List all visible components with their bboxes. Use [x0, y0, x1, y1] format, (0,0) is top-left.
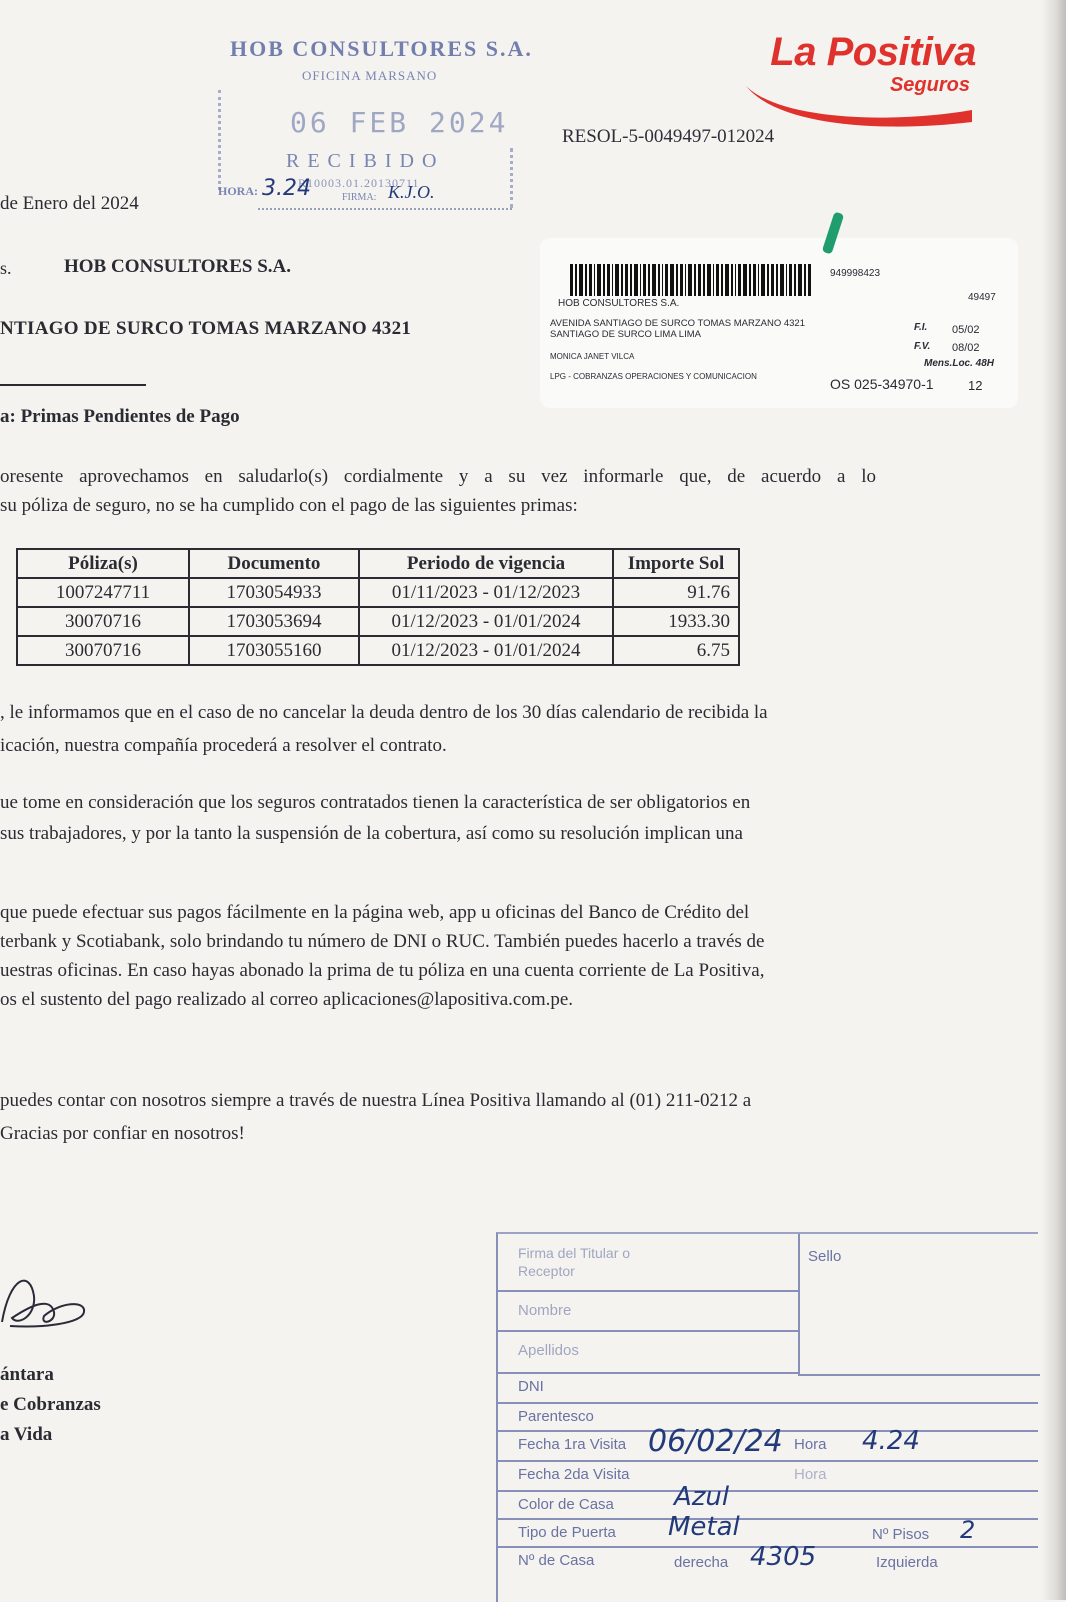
- table-cell: 30070716: [17, 636, 189, 665]
- table-cell: 91.76: [613, 578, 739, 607]
- form-fecha1-label: Fecha 1ra Visita: [518, 1436, 627, 1453]
- table-cell: 1703055160: [189, 636, 359, 665]
- form-color-value: Azul: [674, 1482, 730, 1512]
- stamp-dotted-line: [258, 208, 512, 210]
- paragraph-payment: [0, 898, 764, 1014]
- form-hora1-value: 4.24: [862, 1426, 920, 1456]
- signature-line-2: e Cobranzas: [0, 1394, 101, 1415]
- form-hora1-label: Hora: [794, 1436, 827, 1453]
- form-numcasa-label: Nº de Casa: [518, 1552, 595, 1569]
- letter-date: de Enero del 2024: [0, 193, 139, 214]
- form-pisos-value: 2: [960, 1516, 976, 1544]
- table-cell: 30070716: [17, 607, 189, 636]
- form-nombre-label: Nombre: [518, 1302, 572, 1319]
- table-row: [17, 607, 739, 636]
- paragraph-payment-line-4: os el sustento del pago realizado al correo aplicaciones@lapositiva.com.pe.: [0, 989, 574, 1010]
- paper-edge-shadow: [1042, 0, 1066, 1600]
- logo-name: La Positiva: [770, 30, 976, 74]
- form-dni-label: DNI: [518, 1378, 544, 1395]
- label-fi-value: 05/02: [952, 324, 980, 336]
- handwritten-signature: [0, 1266, 100, 1346]
- form-puerta-label: Tipo de Puerta: [518, 1524, 616, 1541]
- stamp-hora-handwritten: 3.24: [262, 176, 311, 201]
- form-apellidos-label: Apellidos: [518, 1342, 579, 1359]
- barcode-icon: [570, 264, 814, 296]
- table-header-importe: Importe Sol: [613, 549, 739, 578]
- form-hora2-label: Hora: [794, 1466, 827, 1483]
- paragraph-deadline-line-2: icación, nuestra compañía procederá a resolver el contrato.: [0, 735, 447, 756]
- label-os-label: OS: [830, 376, 851, 392]
- table-header-row: [17, 549, 739, 578]
- label-dept: LPG - COBRANZAS OPERACIONES Y COMUNICACION: [550, 372, 757, 381]
- label-os: [830, 376, 934, 392]
- resolution-number: RESOL-5-0049497-012024: [562, 126, 775, 147]
- delivery-form: [496, 1232, 1038, 1602]
- label-company: HOB CONSULTORES S.A.: [558, 298, 680, 309]
- green-marker-stroke: [822, 211, 844, 254]
- table-cell: 1007247711: [17, 578, 189, 607]
- form-derecha-label: derecha: [674, 1554, 729, 1571]
- paragraph-contact-line-2: Gracias por confiar en nosotros!: [0, 1123, 245, 1144]
- logo-sub: Seguros: [889, 74, 970, 96]
- paragraph-obligatory: [0, 788, 750, 848]
- table-cell: 6.75: [613, 636, 739, 665]
- paragraph-payment-line-1: que puede efectuar sus pagos fácilmente en la página web, app u oficinas del Banco de Crédito del: [0, 902, 750, 923]
- table-cell: 01/11/2023 - 01/12/2023: [359, 578, 613, 607]
- label-fi-label: F.I.: [914, 322, 928, 333]
- recipient-address: NTIAGO DE SURCO TOMAS MARZANO 4321: [0, 318, 412, 339]
- paragraph-intro: [0, 462, 880, 520]
- table-row: [17, 636, 739, 665]
- stamp-company: HOB CONSULTORES S.A.: [230, 36, 533, 61]
- table-header-poliza: Póliza(s): [17, 549, 189, 578]
- paragraph-contact: [0, 1086, 751, 1148]
- table-cell: 1933.30: [613, 607, 739, 636]
- barcode-number: 949998423: [830, 268, 881, 279]
- label-contact: MONICA JANET VILCA: [550, 352, 635, 361]
- table-cell: 01/12/2023 - 01/01/2024: [359, 607, 613, 636]
- paragraph-intro-line-2: su póliza de seguro, no se ha cumplido con el pago de las siguientes primas:: [0, 495, 578, 516]
- label-address-2: SANTIAGO DE SURCO LIMA LIMA: [550, 329, 701, 340]
- form-pisos-label: Nº Pisos: [872, 1526, 930, 1543]
- table-cell: 01/12/2023 - 01/01/2024: [359, 636, 613, 665]
- label-fv-label: F.V.: [914, 341, 931, 352]
- stamp-firma-label: FIRMA:: [342, 192, 377, 203]
- label-mens: Mens.Loc. 48H: [924, 358, 995, 369]
- paragraph-deadline-line-1: , le informamos que en el caso de no cancelar la deuda dentro de los 30 días calendario de recibida la: [0, 702, 768, 723]
- table-row: [17, 578, 739, 607]
- label-code: 49497: [968, 292, 996, 303]
- form-izquierda-label: Izquierda: [876, 1554, 938, 1571]
- form-fecha2-label: Fecha 2da Visita: [518, 1466, 630, 1483]
- label-os-num: 12: [968, 378, 983, 393]
- stamp-date: 06 FEB 2024: [290, 106, 509, 139]
- label-os-value: 025-34970-1: [854, 376, 934, 392]
- paragraph-obligatory-line-2: sus trabajadores, y por la tanto la suspensión de la cobertura, así como su resolución implican una: [0, 823, 743, 844]
- header-rule: [0, 384, 146, 386]
- stamp-border-left: [218, 90, 221, 190]
- form-derecha-value: 4305: [750, 1542, 817, 1572]
- paragraph-payment-line-3: uestras oficinas. En caso hayas abonado la prima de tu póliza en una cuenta corriente de La Positiva,: [0, 960, 765, 981]
- paragraph-deadline: [0, 698, 768, 760]
- logo-swoosh-icon: [740, 80, 980, 130]
- paragraph-contact-line-1: puedes contar con nosotros siempre a través de nuestra Línea Positiva llamando al (01) 211-0212 a: [0, 1090, 752, 1111]
- paragraph-payment-line-2: terbank y Scotiabank, solo brindando tu número de DNI o RUC. También puedes hacerlo a través de: [0, 931, 765, 952]
- table-header-documento: Documento: [189, 549, 359, 578]
- stamp-border-right: [510, 148, 513, 208]
- form-parentesco-label: Parentesco: [518, 1408, 594, 1425]
- table-header-periodo: Periodo de vigencia: [359, 549, 613, 578]
- form-sello-label: Sello: [808, 1248, 842, 1265]
- signature-line-3: a Vida: [0, 1424, 53, 1445]
- stamp-recibido: RECIBIDO: [286, 150, 445, 172]
- form-row-dni: [498, 1372, 1038, 1404]
- paragraph-obligatory-line-1: ue tome en consideración que los seguros contratados tienen la característica de ser obligatorios en: [0, 792, 751, 813]
- stamp-firma-handwritten: K.J.O.: [388, 182, 435, 202]
- form-fecha1-value: 06/02/24: [648, 1424, 783, 1459]
- form-puerta-value: Metal: [668, 1512, 740, 1542]
- recipient-company: HOB CONSULTORES S.A.: [64, 256, 292, 277]
- letter-subject: a: Primas Pendientes de Pago: [0, 406, 240, 427]
- table-cell: 1703054933: [189, 578, 359, 607]
- pending-premiums-table: [16, 548, 740, 666]
- signature-line-1: ántara: [0, 1364, 54, 1385]
- received-stamp: [218, 36, 533, 216]
- label-address-1: AVENIDA SANTIAGO DE SURCO TOMAS MARZANO 4321: [550, 318, 805, 329]
- form-color-label: Color de Casa: [518, 1496, 614, 1513]
- company-logo: [740, 30, 990, 130]
- form-firma-label: Firma del Titular o Receptor: [518, 1245, 631, 1279]
- label-fv-value: 08/02: [952, 342, 980, 354]
- shipping-label: [540, 238, 1018, 408]
- table-cell: 1703053694: [189, 607, 359, 636]
- recipient-prefix: s.: [0, 258, 12, 278]
- stamp-serial: R10003.01.20130711: [298, 176, 420, 190]
- stamp-office: OFICINA MARSANO: [302, 68, 438, 83]
- stamp-hora-label: HORA:: [218, 184, 258, 198]
- paragraph-intro-line-1: oresente aprovechamos en saludarlo(s) cordialmente y a su vez informarle que, de acuerdo a lo: [0, 466, 876, 487]
